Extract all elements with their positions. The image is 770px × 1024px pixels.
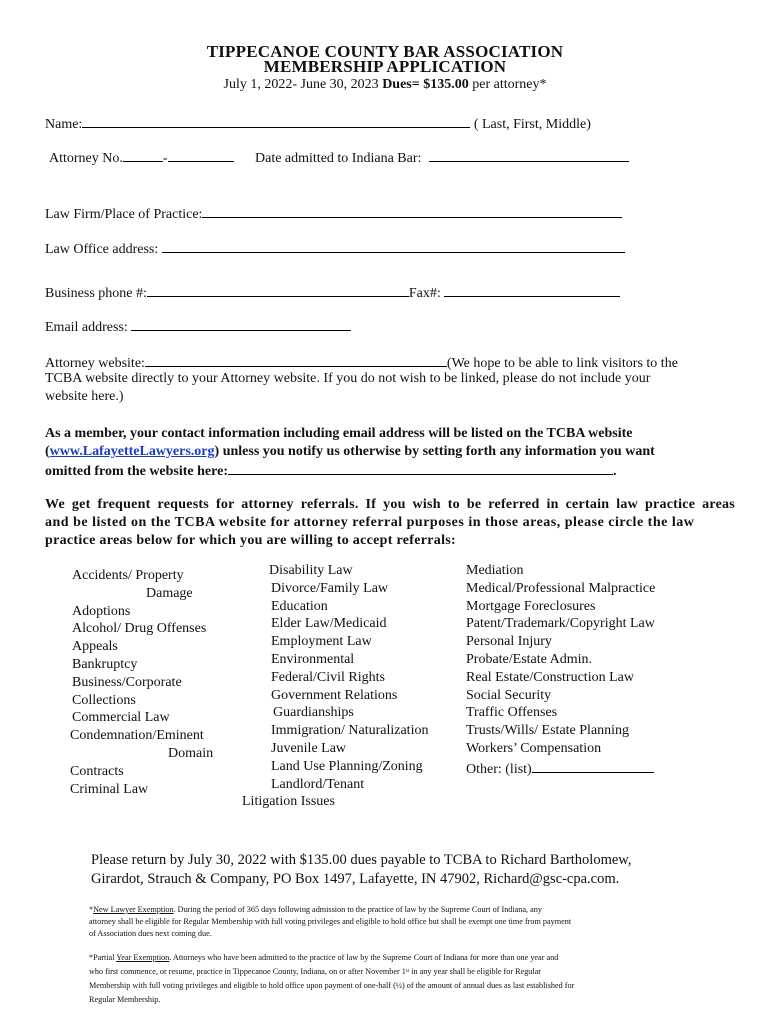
practice-area-item[interactable]: Government Relations — [271, 687, 398, 703]
practice-areas-col1 — [72, 567, 213, 798]
practice-area-other[interactable]: Other: (list) — [466, 761, 532, 777]
referral-notice — [45, 496, 735, 550]
form-subtitle: MEMBERSHIP APPLICATION — [263, 57, 507, 76]
new-lawyer-title: New Lawyer Exemption — [93, 905, 174, 914]
practice-area-item[interactable]: Condemnation/Eminent — [70, 728, 204, 744]
website-label: Attorney website: — [45, 356, 145, 371]
practice-area-item[interactable]: Bankruptcy — [72, 656, 138, 672]
practice-area-item[interactable]: Commercial Law — [72, 710, 170, 726]
practice-area-item[interactable]: Federal/Civil Rights — [271, 669, 385, 685]
practice-area-item[interactable]: Appeals — [72, 639, 118, 655]
practice-area-item[interactable]: Traffic Offenses — [466, 705, 558, 721]
listing-notice-line1: As a member, your contact information including email address will be listed on the TCBA website — [45, 426, 633, 441]
practice-area-item[interactable]: Personal Injury — [466, 634, 552, 650]
office-field[interactable] — [162, 238, 625, 253]
practice-area-item[interactable]: Workers’ Compensation — [466, 740, 602, 756]
firm-label: Law Firm/Place of Practice: — [45, 207, 203, 222]
practice-area-item[interactable]: Landlord/Tenant — [271, 776, 365, 792]
practice-area-item[interactable]: Immigration/ Naturalization — [271, 723, 429, 739]
practice-area-item[interactable]: Adoptions — [72, 603, 131, 619]
practice-area-item[interactable]: Damage — [146, 585, 193, 601]
firm-field[interactable] — [202, 203, 622, 218]
referral-line3: practice areas below for which you are willing to accept referrals: — [45, 533, 456, 548]
office-row — [45, 238, 625, 258]
practice-area-item[interactable]: Juvenile Law — [271, 740, 347, 756]
practice-area-item[interactable]: Accidents/ Property — [72, 568, 184, 583]
partial-year-footnote: *Partial Year Exemption. Attorneys who have been admitted to the practice of law by the Supreme Court of Indiana for more than one year and who first commence, or resume, practice in Tippecanoe County, Indiana, on or after November 1ˢᵗ in any year shall be eligible for Regular Membership with full voting privileges and eligible to hold office upon payment of one-half (½) of the amount of annual dues as last established for Regular Membership. — [89, 953, 575, 1004]
phone-field[interactable] — [147, 282, 409, 297]
practice-area-item[interactable]: Environmental — [271, 651, 355, 667]
practice-areas-col3 — [466, 562, 655, 779]
tcba-website-link[interactable]: www.LafayetteLawyers.org — [49, 444, 215, 459]
omitted-label: omitted from the website here: — [45, 464, 228, 479]
practice-area-item[interactable]: Trusts/Wills/ Estate Planning — [466, 723, 630, 739]
practice-area-item[interactable]: Probate/Estate Admin. — [466, 651, 592, 667]
date-admitted-field[interactable] — [429, 147, 629, 162]
website-note-1: (We hope to be able to link visitors to the — [446, 356, 678, 371]
practice-area-item[interactable]: Education — [271, 598, 328, 614]
practice-area-item[interactable]: Guardianships — [273, 705, 354, 721]
fax-label: Fax#: — [408, 286, 441, 301]
new-lawyer-footnote: *New Lawyer Exemption. During the period of 365 days following admission to the practice of law by the Supreme Court of Indiana, any attorney shall be eligible for Regular Membership with full voting privileges and eligible to hold office but shall be exempt one time from payment of Association dues next coming due. — [89, 905, 572, 938]
practice-area-item[interactable]: Land Use Planning/Zoning — [271, 758, 423, 774]
phone-label: Business phone #: — [45, 286, 147, 301]
dues-amount: Dues= $135.00 — [382, 77, 469, 92]
practice-area-item[interactable]: Domain — [168, 745, 214, 761]
listing-notice: As a member, your contact information including email address will be listed on the TCBA website (www.LafayetteLawyers.org) unless you notify us otherwise by setting forth any information you want omitted from the website here: . — [45, 425, 735, 481]
practice-area-item[interactable]: Contracts — [70, 763, 124, 779]
attorney-no-label: Attorney No. — [49, 151, 123, 166]
practice-area-item[interactable]: Litigation Issues — [242, 794, 335, 810]
other-area-field[interactable] — [532, 758, 654, 773]
practice-area-item[interactable]: Elder Law/Medicaid — [271, 616, 387, 632]
name-hint: ( Last, First, Middle) — [470, 117, 591, 132]
return-line1: Please return by July 30, 2022 with $135.00 dues payable to TCBA to Richard Bartholomew, — [91, 852, 632, 868]
firm-row — [45, 203, 622, 223]
website-note-3: website here.) — [45, 389, 124, 404]
attorney-no-field-1[interactable] — [123, 147, 163, 162]
membership-period: July 1, 2022- June 30, 2023 Dues= $135.00 per attorney* — [223, 77, 547, 92]
name-label: Name: — [45, 117, 83, 132]
phone-row — [45, 282, 620, 302]
practice-area-item[interactable]: Patent/Trademark/Copyright Law — [466, 616, 655, 632]
fax-field[interactable] — [444, 282, 620, 297]
date-admitted-row — [255, 147, 629, 167]
practice-area-item[interactable]: Collections — [72, 692, 136, 708]
date-admitted-label: Date admitted to Indiana Bar: — [255, 151, 422, 166]
practice-area-item[interactable]: Real Estate/Construction Law — [466, 669, 634, 685]
practice-area-item[interactable]: Criminal Law — [70, 781, 149, 797]
practice-area-item[interactable]: Alcohol/ Drug Offenses — [72, 621, 207, 637]
referral-line2: and be listed on the TCBA website for attorney referral purposes in those areas, please circle the law — [45, 515, 695, 530]
practice-area-item[interactable]: Mediation — [466, 563, 524, 578]
practice-areas-col2 — [242, 562, 429, 811]
practice-area-item[interactable]: Disability Law — [269, 563, 353, 578]
referral-line1: We get frequent requests for attorney referrals. If you wish to be referred in certain law practice areas — [45, 497, 735, 512]
practice-area-item[interactable]: Business/Corporate — [72, 674, 182, 690]
name-field[interactable] — [82, 113, 470, 128]
attorney-no-field-2[interactable] — [168, 147, 234, 162]
practice-area-item[interactable]: Divorce/Family Law — [271, 580, 389, 596]
partial-year-title: Year Exemption — [116, 953, 170, 962]
practice-area-item[interactable]: Mortgage Foreclosures — [466, 598, 596, 614]
office-label: Law Office address: — [45, 242, 159, 257]
attorney-no-dash: - — [162, 151, 168, 166]
email-field[interactable] — [131, 316, 351, 331]
practice-area-item[interactable]: Medical/Professional Malpractice — [466, 580, 656, 596]
email-row — [45, 316, 351, 336]
website-note-2: TCBA website directly to your Attorney website. If you do not wish to be linked, please do not include your — [45, 371, 651, 386]
website-row — [45, 352, 678, 372]
form-title: TIPPECANOE COUNTY BAR ASSOCIATION — [206, 42, 564, 61]
practice-area-item[interactable]: Employment Law — [271, 634, 372, 650]
practice-area-item[interactable]: Social Security — [466, 687, 552, 703]
return-line2: Girardot, Strauch & Company, PO Box 1497, Lafayette, IN 47902, Richard@gsc-cpa.com. — [91, 871, 620, 887]
omitted-info-field[interactable] — [228, 461, 613, 475]
attorney-number-row — [49, 147, 234, 167]
email-label: Email address: — [45, 320, 128, 335]
website-field[interactable] — [145, 352, 447, 367]
name-row — [45, 113, 591, 133]
